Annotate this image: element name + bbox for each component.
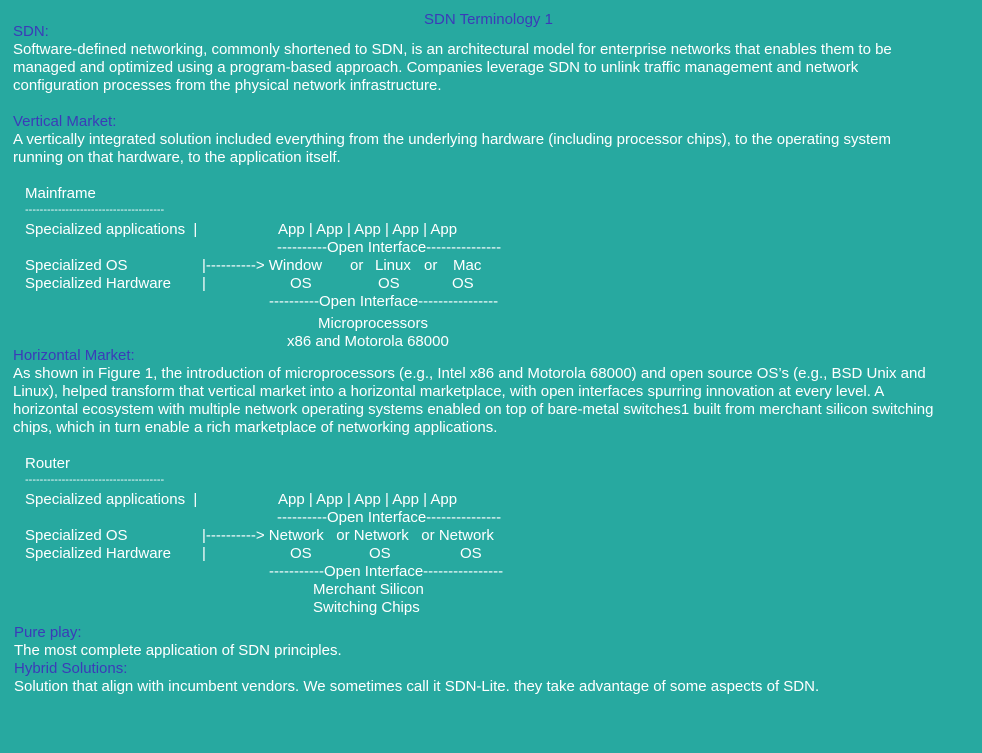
router-os-3: OS bbox=[460, 545, 482, 562]
router-spec-os: Specialized OS bbox=[25, 527, 128, 544]
sdn-heading: SDN: bbox=[13, 23, 49, 40]
router-open-interface-2: -----------Open Interface---------------- bbox=[269, 563, 504, 580]
mainframe-bar: | bbox=[202, 275, 206, 292]
mainframe-microprocessors: Microprocessors bbox=[318, 315, 429, 332]
mainframe-open-interface-2: ----------Open Interface---------------- bbox=[269, 293, 499, 310]
hybrid-definition: Solution that align with incumbent vendors. We sometimes call it SDN-Lite. they take advantage of some aspects of SDN. bbox=[14, 678, 820, 695]
horizontal-market-definition: As shown in Figure 1, the introduction of microprocessors (e.g., Intel x86 and Motorola 68000) and open source OS’s (e.g., BSD Unix and Linux), helped transform that vertical market into a horizontal marketplace, with open interfaces spurring innovation at every level. A horizontal ecosystem with multiple network operating systems enabled on top of bare-metal switches1 built from merchant silicon switching chips, which in turn enable a rich marketplace of networking applications. bbox=[13, 365, 934, 436]
mainframe-apps: App | App | App | App | App bbox=[278, 221, 458, 238]
mainframe-os-1: OS bbox=[290, 275, 312, 292]
router-bar: | bbox=[202, 545, 206, 562]
router-spec-apps: Specialized applications | bbox=[25, 491, 198, 508]
mainframe-arrow: |----------> Window bbox=[202, 257, 323, 274]
pure-play-definition: The most complete application of SDN principles. bbox=[14, 642, 342, 659]
router-os-2: OS bbox=[369, 545, 391, 562]
mainframe-linux: Linux bbox=[375, 257, 411, 274]
mainframe-divider: -------------------------------------- bbox=[25, 204, 165, 216]
router-os-1: OS bbox=[290, 545, 312, 562]
router-arrow: |----------> Network or Network or Network bbox=[202, 527, 494, 544]
mainframe-spec-hw: Specialized Hardware bbox=[25, 275, 171, 292]
router-divider: -------------------------------------- bbox=[25, 474, 165, 486]
mainframe-os-2: OS bbox=[378, 275, 400, 292]
router-open-interface-1: ----------Open Interface--------------- bbox=[277, 509, 502, 526]
mainframe-mac: Mac bbox=[453, 257, 482, 274]
mainframe-spec-apps: Specialized applications | bbox=[25, 221, 198, 238]
mainframe-spec-os: Specialized OS bbox=[25, 257, 128, 274]
mainframe-or-1: or bbox=[350, 257, 364, 274]
page-title: SDN Terminology 1 bbox=[424, 11, 553, 28]
mainframe-or-2: or bbox=[424, 257, 438, 274]
mainframe-os-3: OS bbox=[452, 275, 474, 292]
horizontal-market-heading: Horizontal Market: bbox=[13, 347, 135, 364]
mainframe-open-interface-1: ----------Open Interface--------------- bbox=[277, 239, 502, 256]
router-label: Router bbox=[25, 455, 71, 472]
router-apps: App | App | App | App | App bbox=[278, 491, 458, 508]
sdn-definition: Software-defined networking, commonly shortened to SDN, is an architectural model for enterprise networks that enables them to be managed and optimized using a program-based approach. Companies leverage SDN to unlink traffic management and network configuration processes from the physical network infrastructure. bbox=[13, 41, 892, 94]
router-merchant-silicon: Merchant Silicon bbox=[313, 581, 424, 598]
mainframe-micro-types: x86 and Motorola 68000 bbox=[287, 333, 449, 350]
router-spec-hw: Specialized Hardware bbox=[25, 545, 171, 562]
vertical-market-heading: Vertical Market: bbox=[13, 113, 117, 130]
mainframe-label: Mainframe bbox=[25, 185, 96, 202]
router-switching-chips: Switching Chips bbox=[313, 599, 420, 616]
pure-play-heading: Pure play: bbox=[14, 624, 82, 641]
hybrid-heading: Hybrid Solutions: bbox=[14, 660, 128, 677]
vertical-market-definition: A vertically integrated solution included everything from the underlying hardware (including processor chips), to the operating system running on that hardware, to the application itself. bbox=[13, 131, 891, 166]
